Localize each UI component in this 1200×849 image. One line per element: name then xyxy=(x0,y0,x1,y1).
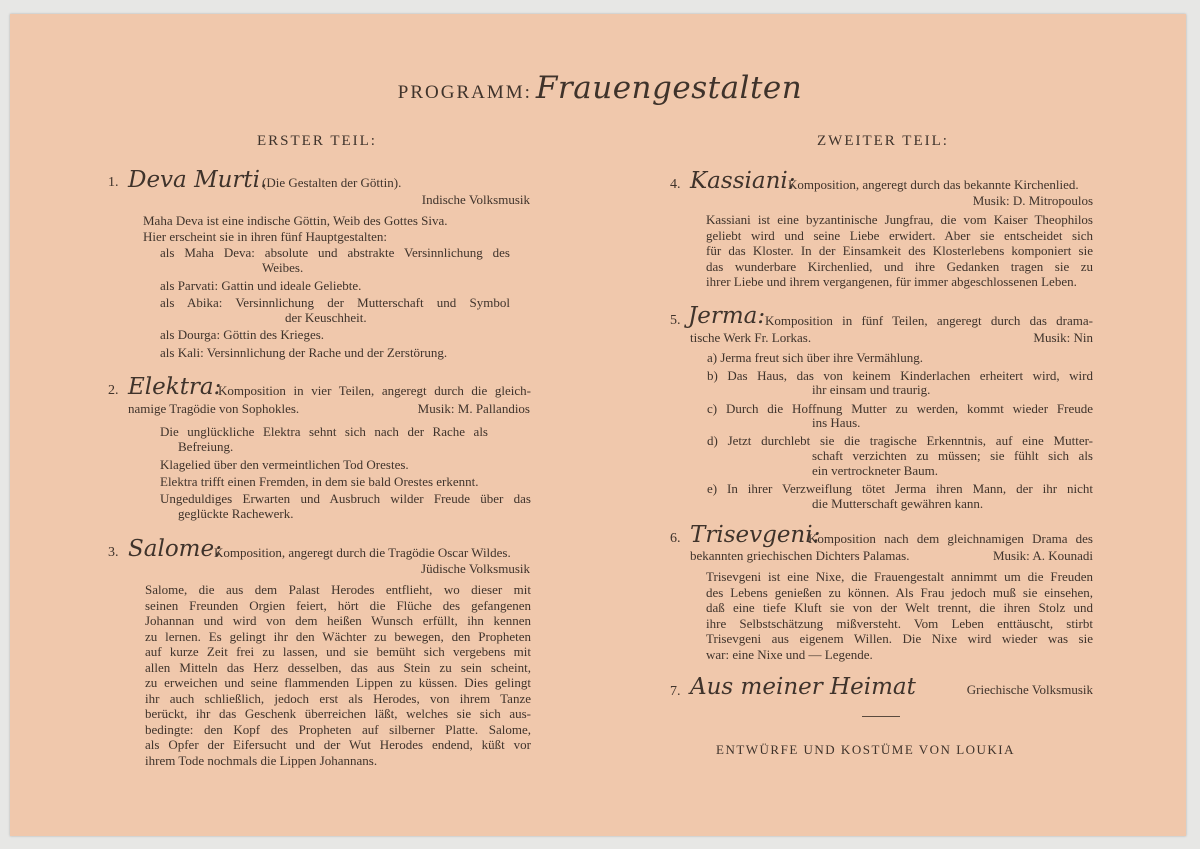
item-name: Elektra: xyxy=(128,374,222,400)
text-line: geliebt wird und seine Liebe erwidert. Aber sie entscheidet sich xyxy=(706,227,1093,243)
form-line: als Kali: Versinnlichung der Rache und der Zerstörung. xyxy=(160,345,448,360)
item-desc: bekannten griechischen Dichters Palamas. xyxy=(690,548,910,563)
item-number: 7. xyxy=(670,684,681,699)
item-music: Musik: M. Pallandios xyxy=(417,401,530,416)
form-line: als Abika: Versinnlichung der Mutterschaft und Symbol xyxy=(160,295,510,310)
item-music: Musik: D. Mitropoulos xyxy=(972,193,1093,208)
item-line: ein vertrockneter Baum. xyxy=(812,463,938,478)
item-number: 1. xyxy=(108,175,119,190)
item-line: schaft verzichten zu müssen; sie fühlt sich als xyxy=(812,448,1093,463)
item-desc: tische Werk Fr. Lorkas. xyxy=(690,330,812,345)
programm-label: PROGRAMM: xyxy=(397,82,532,103)
item-line: Befreiung. xyxy=(178,439,234,454)
form-line: als Parvati: Gattin und ideale Geliebte. xyxy=(160,278,362,293)
text-line: Kassiani ist eine byzantinische Jungfrau, die vom Kaiser Theophilos xyxy=(706,212,1093,227)
item-desc: Komposition in vier Teilen, angeregt durch die gleich- xyxy=(218,383,531,398)
item-intro-line: Hier erscheint sie in ihren fünf Hauptgestalten: xyxy=(143,229,388,244)
item-name: Deva Murti. xyxy=(128,167,268,193)
item-name: Salome: xyxy=(128,536,222,562)
text-line: Trisevgeni ist eine Nixe, die Frauengestalt annimmt um die Freuden xyxy=(706,569,1093,584)
part1-heading: ERSTER TEIL: xyxy=(257,133,377,149)
text-line: ihr auch schließlich, jedoch erst als Herodes, von ihrem Tanze xyxy=(145,690,531,706)
item-line: b) Das Haus, das von keinem Kinderlachen erheitert wird, wird xyxy=(707,368,1093,383)
item-desc: Komposition nach dem gleichnamigen Drama des xyxy=(808,531,1093,546)
text-line: berückt, ihr das Geschenk überreichen läßt, welches sie sich aus- xyxy=(145,706,531,721)
text-line: auf kurze Zeit frei zu lassen, und sie bemüht sich vergebens mit xyxy=(145,644,531,659)
item-intro-line: Maha Deva ist eine indische Göttin, Weib des Gottes Siva. xyxy=(143,213,448,228)
title-frauengestalten: Frauengestalten xyxy=(535,70,803,106)
item-music: Indische Volksmusik xyxy=(421,192,530,207)
text-line: daß eine tiefe Kluft sie von der Welt trennt, die ihren Stolz und xyxy=(706,600,1093,615)
item-music: Musik: A. Kounadi xyxy=(992,548,1093,563)
text-line: ihrem Tode nochmals die Lippen Johannans. xyxy=(145,752,378,768)
salome-text xyxy=(145,582,531,768)
item-number: 6. xyxy=(670,531,681,546)
form-line: Weibes. xyxy=(262,260,304,275)
text-line: seinen Freunden Orgien feiert, hört die Flüche des gefangenen xyxy=(145,597,531,613)
text-line: das wunderbare Kirchenlied, und ihre Gedanken tragen sie zu xyxy=(706,258,1093,274)
text-line: allen Mitteln das Herz desselben, das aus Stein zu sein scheint, xyxy=(145,659,531,675)
item-line: ihr einsam und traurig. xyxy=(812,382,931,397)
item-name: Aus meiner Heimat xyxy=(690,674,916,700)
form-line: der Keuschheit. xyxy=(285,310,367,325)
divider xyxy=(862,716,900,717)
text-line: Trisevgeni aus eigenem Willen. Die Nixe wird wieder was sie xyxy=(706,631,1093,646)
item-name: Kassiani: xyxy=(690,168,796,194)
item-desc: Komposition in fünf Teilen, angeregt durch das drama- xyxy=(765,313,1093,328)
item-music: Musik: Nin xyxy=(1033,330,1093,345)
item-line: a) Jerma freut sich über ihre Vermählung. xyxy=(707,350,923,365)
item-desc: Komposition, angeregt durch die Tragödie Oscar Wildes. xyxy=(214,545,511,560)
item-music: Griechische Volksmusik xyxy=(966,682,1093,697)
text-line: Johannan und wird von dem heißen Wunsch erfüllt, ihn kennen xyxy=(145,613,531,628)
kassiani-text xyxy=(706,212,1093,290)
form-line: als Maha Deva: absolute und abstrakte Versinnlichung des xyxy=(160,245,510,260)
item-name: Jerma: xyxy=(688,303,766,329)
item-line: geglückte Rachewerk. xyxy=(178,506,294,521)
item-line: e) In ihrer Verzweiflung tötet Jerma ihren Mann, der ihr nicht xyxy=(707,481,1093,496)
item-music: Jüdische Volksmusik xyxy=(421,561,530,576)
item-number: 4. xyxy=(670,177,681,192)
item-line: die Mutterschaft gewähren kann. xyxy=(812,496,984,511)
text-line: war: eine Nixe und — Legende. xyxy=(706,646,873,662)
item-number: 3. xyxy=(108,545,119,560)
item-number: 2. xyxy=(108,383,119,398)
trisevgeni-text xyxy=(706,569,1093,662)
text-line: zu erweichen und seine flammenden Lippen zu küssen. Dies gelingt xyxy=(145,675,531,690)
item-desc: (Die Gestalten der Göttin). xyxy=(262,175,402,190)
program-title xyxy=(0,70,1200,106)
item-desc: namige Tragödie von Sophokles. xyxy=(128,401,300,416)
text-line: bedingte: den Kopf des Propheten auf silberner Platte. Salome, xyxy=(145,721,531,737)
item-line: Ungeduldiges Erwarten und Ausbruch wilder Freude über das xyxy=(160,491,531,506)
item-line: ins Haus. xyxy=(812,415,861,430)
text-line: ihrer Liebe und ihrem vergangenen, für immer abgeschlossenen Leben. xyxy=(706,274,1077,289)
item-line: c) Durch die Hoffnung Mutter zu werden, kommt wieder Freude xyxy=(707,401,1093,416)
item-line: Elektra trifft einen Fremden, in dem sie bald Orestes erkennt. xyxy=(160,474,479,489)
part2-heading: ZWEITER TEIL: xyxy=(817,133,949,149)
text-line: als Opfer der Eifersucht und der Wut Herodes endend, küßt vor xyxy=(145,737,531,752)
text-line: zu lernen. Es gelingt ihr den Wächter zu bewegen, den Propheten xyxy=(145,628,531,644)
item-number: 5. xyxy=(670,313,681,328)
text-line: für das Kloster. In der Einsamkeit des Klosterlebens komponiert sie xyxy=(706,243,1093,258)
item-name: Trisevgeni: xyxy=(690,522,821,548)
item-desc: Komposition, angeregt durch das bekannte Kirchenlied. xyxy=(788,177,1079,192)
item-line: d) Jetzt durchlebt sie die tragische Erkenntnis, auf eine Mutter- xyxy=(707,433,1093,448)
credits-line: ENTWÜRFE UND KOSTÜME VON LOUKIA xyxy=(716,742,1016,757)
text-line: Salome, die aus dem Palast Herodes entflieht, wo dieser mit xyxy=(145,582,531,597)
item-line: Die unglückliche Elektra sehnt sich nach der Rache als xyxy=(160,424,488,439)
item-line: Klagelied über den vermeintlichen Tod Orestes. xyxy=(160,457,409,472)
text-line: des Lebens genießen zu können. Als Frau jedoch muß sie einsehen, xyxy=(706,584,1093,600)
text-line: ihre Selbstschätzung mißversteht. Vom Leben enttäuscht, stirbt xyxy=(706,615,1093,631)
form-line: als Dourga: Göttin des Krieges. xyxy=(160,327,325,342)
